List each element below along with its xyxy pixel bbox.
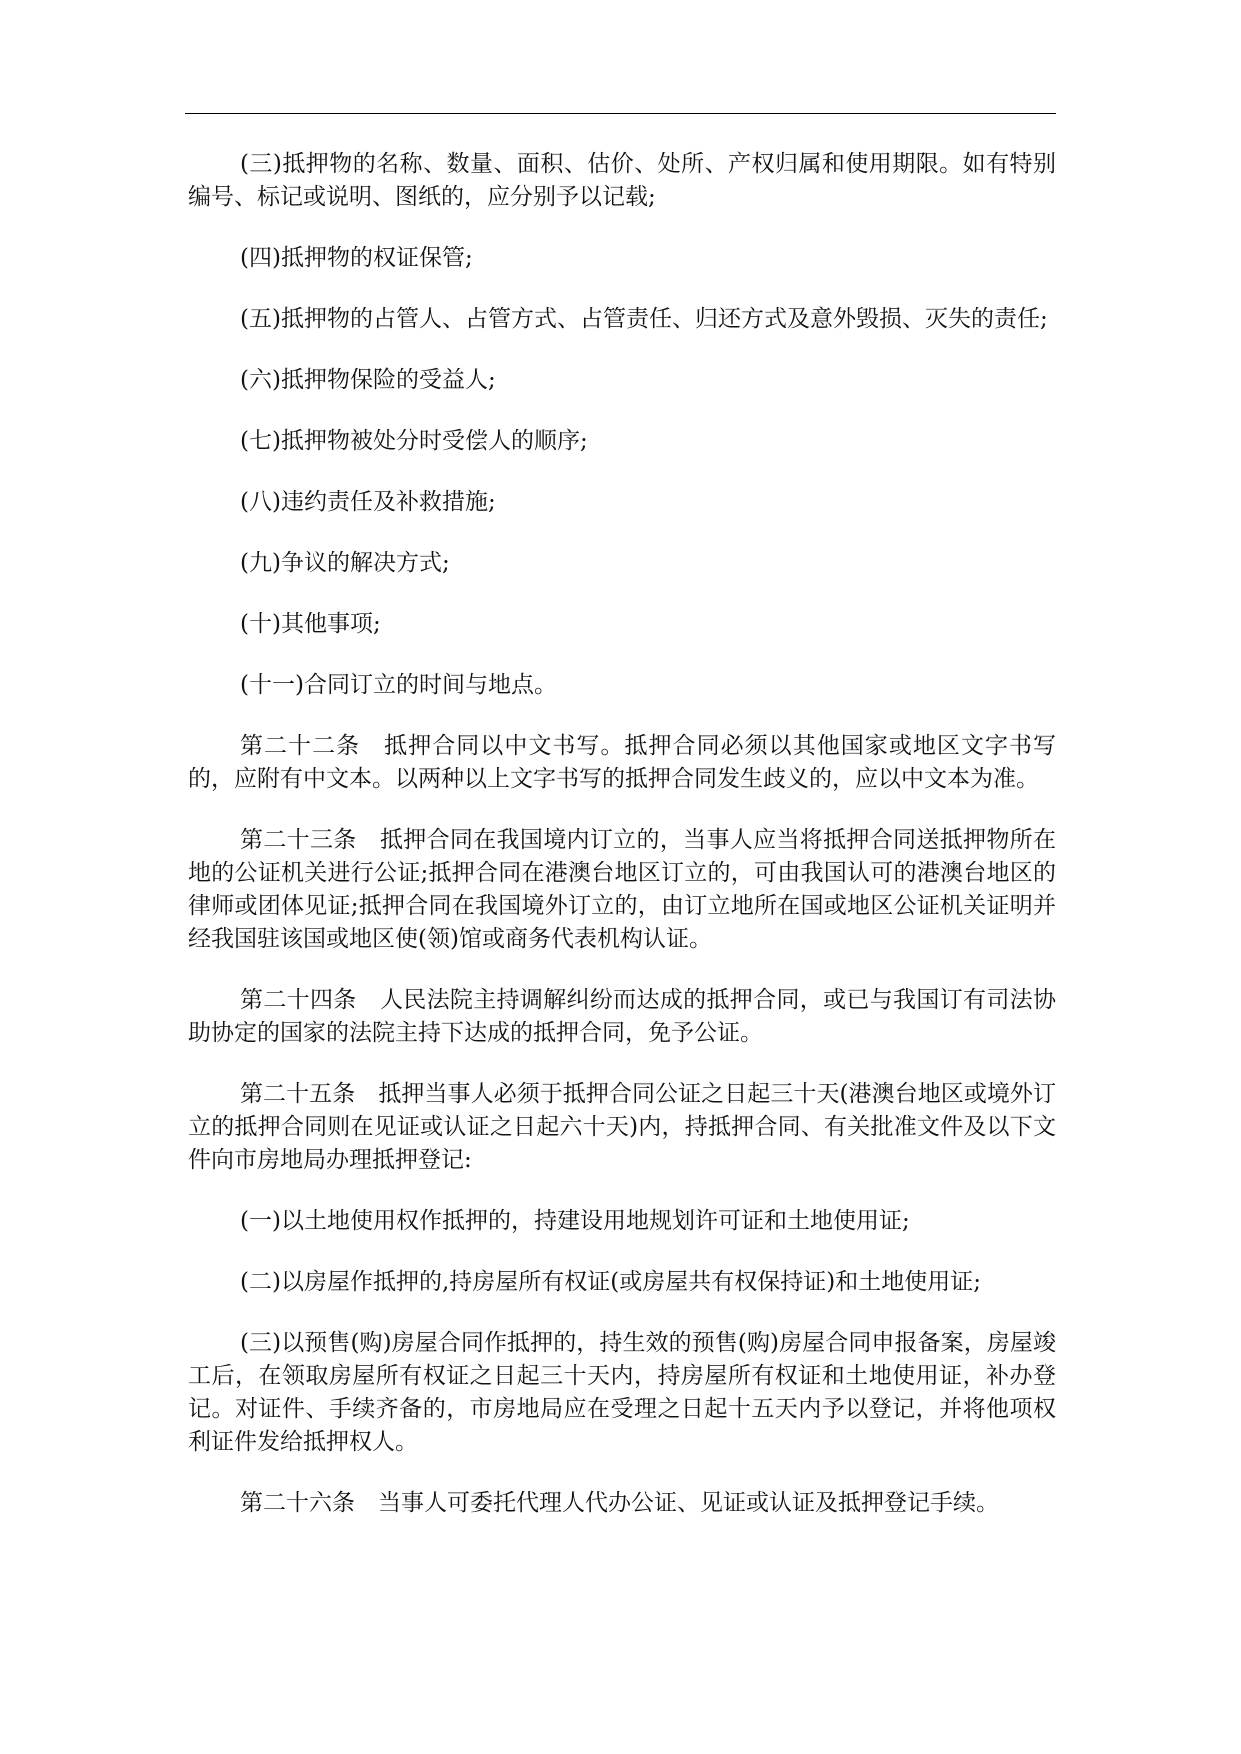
paragraph-clause-5: (五)抵押物的占管人、占管方式、占管责任、归还方式及意外毁损、灭失的责任; xyxy=(240,306,1048,332)
paragraph-article-25-item-1: (一)以土地使用权作抵押的，持建设用地规划许可证和土地使用证; xyxy=(240,1208,910,1234)
paragraph-article-25-item-2: (二)以房屋作抵押的,持房屋所有权证(或房屋共有权保持证)和土地使用证; xyxy=(240,1269,981,1295)
paragraph-article-25: 第二十五条 抵押当事人必须于抵押合同公证之日起三十天(港澳台地区或境外订立的抵押合同则在见证或认证之日起六十天)内，持抵押合同、有关批准文件及以下文件向市房地局办理抵押登记: xyxy=(188,1081,1056,1173)
paragraph-clause-3: (三)抵押物的名称、数量、面积、估价、处所、产权归属和使用期限。如有特别编号、标记或说明、图纸的，应分别予以记载; xyxy=(188,151,1056,210)
paragraph-article-25-item-3: (三)以预售(购)房屋合同作抵押的，持生效的预售(购)房屋合同申报备案，房屋竣工后，在领取房屋所有权证之日起三十天内，持房屋所有权证和土地使用证，补办登记。对证件、手续齐备的，市房地局应在受理之日起十五天内予以登记，并将他项权利证件发给抵押权人。 xyxy=(188,1330,1056,1455)
paragraph-article-24: 第二十四条 人民法院主持调解纠纷而达成的抵押合同，或已与我国订有司法协助协定的国家的法院主持下达成的抵押合同，免予公证。 xyxy=(188,987,1056,1046)
paragraph-article-23: 第二十三条 抵押合同在我国境内订立的，当事人应当将抵押合同送抵押物所在地的公证机关进行公证;抵押合同在港澳台地区订立的，可由我国认可的港澳台地区的律师或团体见证;抵押合同在我国境外订立的，由订立地所在国或地区公证机关证明并经我国驻该国或地区使(领)馆或商务代表机构认证。 xyxy=(188,827,1056,952)
paragraph-article-26: 第二十六条 当事人可委托代理人代办公证、见证或认证及抵押登记手续。 xyxy=(240,1490,999,1516)
paragraph-clause-4: (四)抵押物的权证保管; xyxy=(240,245,473,271)
paragraph-clause-10: (十)其他事项; xyxy=(240,611,381,637)
paragraph-clause-8: (八)违约责任及补救措施; xyxy=(240,489,496,515)
paragraph-clause-9: (九)争议的解决方式; xyxy=(240,550,450,576)
paragraph-clause-6: (六)抵押物保险的受益人; xyxy=(240,367,496,393)
paragraph-article-22: 第二十二条 抵押合同以中文书写。抵押合同必须以其他国家或地区文字书写的，应附有中文本。以两种以上文字书写的抵押合同发生歧义的，应以中文本为准。 xyxy=(188,733,1056,792)
document-body xyxy=(188,148,1056,1548)
header-rule xyxy=(185,113,1056,114)
paragraph-clause-11: (十一)合同订立的时间与地点。 xyxy=(240,672,557,698)
paragraph-clause-7: (七)抵押物被处分时受偿人的顺序; xyxy=(240,428,588,454)
